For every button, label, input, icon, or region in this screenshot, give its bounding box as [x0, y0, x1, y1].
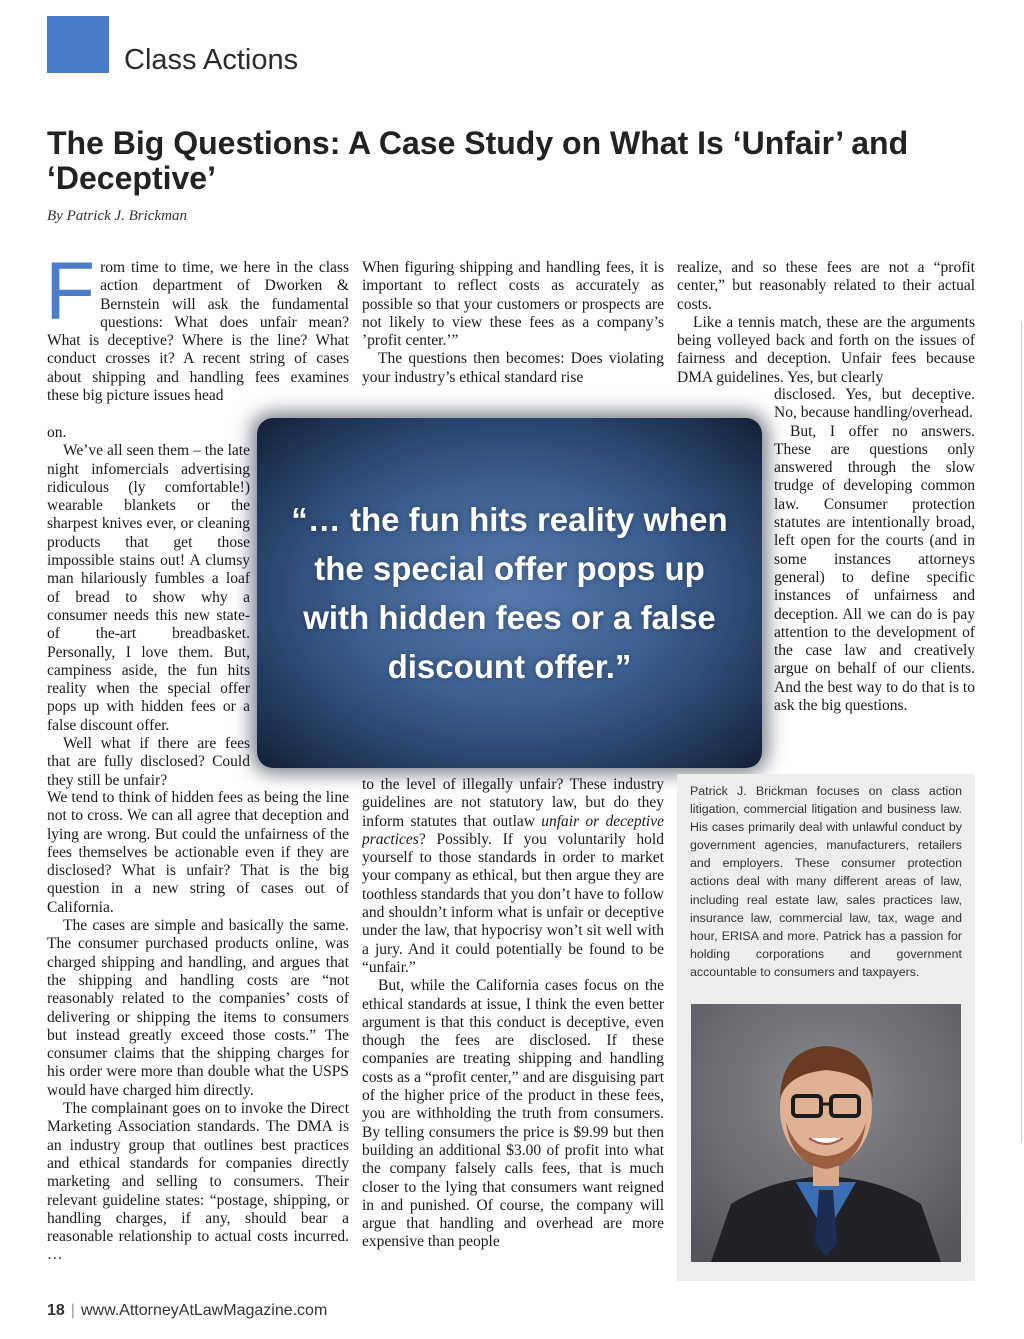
section-color-block: [47, 16, 109, 73]
paragraph: Well what if there are fees that are fully disclosed? Could they still be unfair?: [47, 735, 250, 789]
paragraph: realize, and so these fees are not a “profit center,” but reasonably related to their actual costs.: [677, 259, 975, 313]
paragraph: We’ve all seen them – the late night infomercials advertising ridiculous (ly comfortable!) wearable blankets or the sharpest knives ever, or cleaning products that get those impossible stains out! A clumsy man hilariously fumbles a loaf of bread to show why a consumer needs this new state-of the-art breadbasket. Personally, I love them. But, campiness aside, the fun hits reality when the special offer pops up with hidden fees or a false discount offer.: [47, 442, 250, 734]
author-bio-text: Patrick J. Brickman focuses on class action litigation, commercial litigation and business law. His cases primarily deal with unlawful conduct by government agencies, manufacturers, retailers and employers. These consumer protection actions deal with many different areas of law, including real estate law, sales practices law, insurance law, commercial law, tax, wage and hour, ERISA and more. Patrick has a passion for holding corporations and government accountable to consumers and taxpayers.: [690, 784, 962, 979]
page-footer: [47, 1302, 327, 1320]
paragraph: The cases are simple and basically the same. The consumer purchased products online, was charged shipping and handling, and argues that the shipping and handling costs are “not reasonably related to the companies’ costs of delivering or shipping the items to consumers but instead greatly exceed those costs.” The consumer claims that the shipping charges for his order were more than double what the USPS would have charged him directly.: [47, 917, 349, 1099]
paragraph: on.: [47, 424, 67, 441]
paragraph: [362, 776, 664, 977]
section-label: Class Actions: [124, 44, 299, 76]
paragraph: rom time to time, we here in the class action department of Dworken & Bernstein will ask the fundamental questions: What does unfair mean? What is deceptive? Where is the line? What conduct crosses it? A recent string of cases about shipping and handling fees examines these big picture issues head: [47, 259, 349, 405]
text-run: to the level of illegally unfair? These industry guidelines are not statutory law, but do they inform statutes that outlaw: [362, 776, 664, 830]
paragraph: But, while the California cases focus on the ethical standards at issue, I think the even better argument is that this conduct is deceptive, even though the fees are disclosed. If these companies are treating shipping and handling costs as a “profit center,” and are disguising part of the higher price of the product in these fees, you are withholding the truth from consumers. By telling consumers the price is $9.99 but then building an additional $3.00 of profit into what the company falsely calls fees, that is much closer to the lying that consumers want reigned in and punished. Of course, the company will argue that handling and overhead are more expensive than people: [362, 977, 664, 1251]
paragraph: When figuring shipping and handling fees, it is important to reflect costs as accurately as possible so that your customers or prospects are not likely to view these fees as a company’s ’profit center.’”: [362, 259, 664, 350]
footer-divider: |: [70, 1302, 75, 1319]
column-1-top: [45, 246, 349, 405]
column-1-wrap: [47, 424, 250, 790]
paragraph: disclosed. Yes, but deceptive. No, because handling/overhead.: [774, 386, 975, 422]
pull-quote-text: “… the fun hits reality when the special offer pops up with hidden fees or a false discount offer.”: [291, 501, 728, 685]
paragraph: But, I offer no answers. These are questions only answered through the slow trudge of developing common law. Consumer protection statutes are intentionally broad, left open for the courts (and in some instances attorneys general) to define specific instances of unfairness and deception. All we can do is pay attention to the development of the case law and creatively argue on behalf of our clients. And the best way to do that is to ask the big questions.: [774, 422, 975, 715]
emphasis: unfair or deceptive practices: [362, 812, 664, 848]
paragraph: Like a tennis match, these are the arguments being volleyed back and forth on the issues of fairness and deception. Unfair fees because DMA guidelines. Yes, but clearly: [677, 313, 975, 386]
paragraph: The questions then becomes: Does violating your industry’s ethical standard rise: [362, 350, 664, 386]
footer-site: www.AttorneyAtLawMagazine.com: [80, 1302, 328, 1319]
page-edge-rule: [1021, 322, 1022, 1142]
column-3-top: [677, 259, 975, 387]
column-2-top: [362, 259, 664, 387]
paragraph: The complainant goes on to invoke the Direct Marketing Association standards. The DMA is an industry group that outlines best practices and ethical standards for companies directly marketing and selling to consumers. Their relevant guideline states: “postage, shipping, or handling charges, if any, should bear a reasonable relationship to actual costs incurred. …: [47, 1100, 349, 1264]
column-3-wrap: [774, 386, 975, 715]
paragraph: We tend to think of hidden fees as being the line not to cross. We can all agree that deception and lying are wrong. But could the unfairness of the fees themselves be actionable even if they are disclosed? What is unfair? That is the big question in a new string of cases out of California.: [47, 789, 349, 916]
column-1-bottom: [47, 789, 349, 1265]
pull-quote-box: [257, 418, 762, 768]
column-2-bottom: [362, 776, 664, 1252]
byline: By Patrick J. Brickman: [47, 208, 187, 224]
author-portrait-illustration: [691, 1004, 961, 1262]
drop-cap: F: [45, 246, 96, 337]
article-headline: The Big Questions: A Case Study on What Is ‘Unfair’ and ‘Deceptive’: [47, 125, 909, 196]
text-run: ? Possibly. If you voluntarily hold yourself to those standards in order to market your company as ethical, but then argue they are toothless standards that you don’t have to follow and shouldn’t inform what is unfair or deceptive under the law, that hypocrisy won’t sit well with a jury. And it could potentially be found to be “unfair.”: [362, 830, 664, 976]
author-photo: [691, 1004, 961, 1262]
page-number: 18: [47, 1302, 65, 1319]
